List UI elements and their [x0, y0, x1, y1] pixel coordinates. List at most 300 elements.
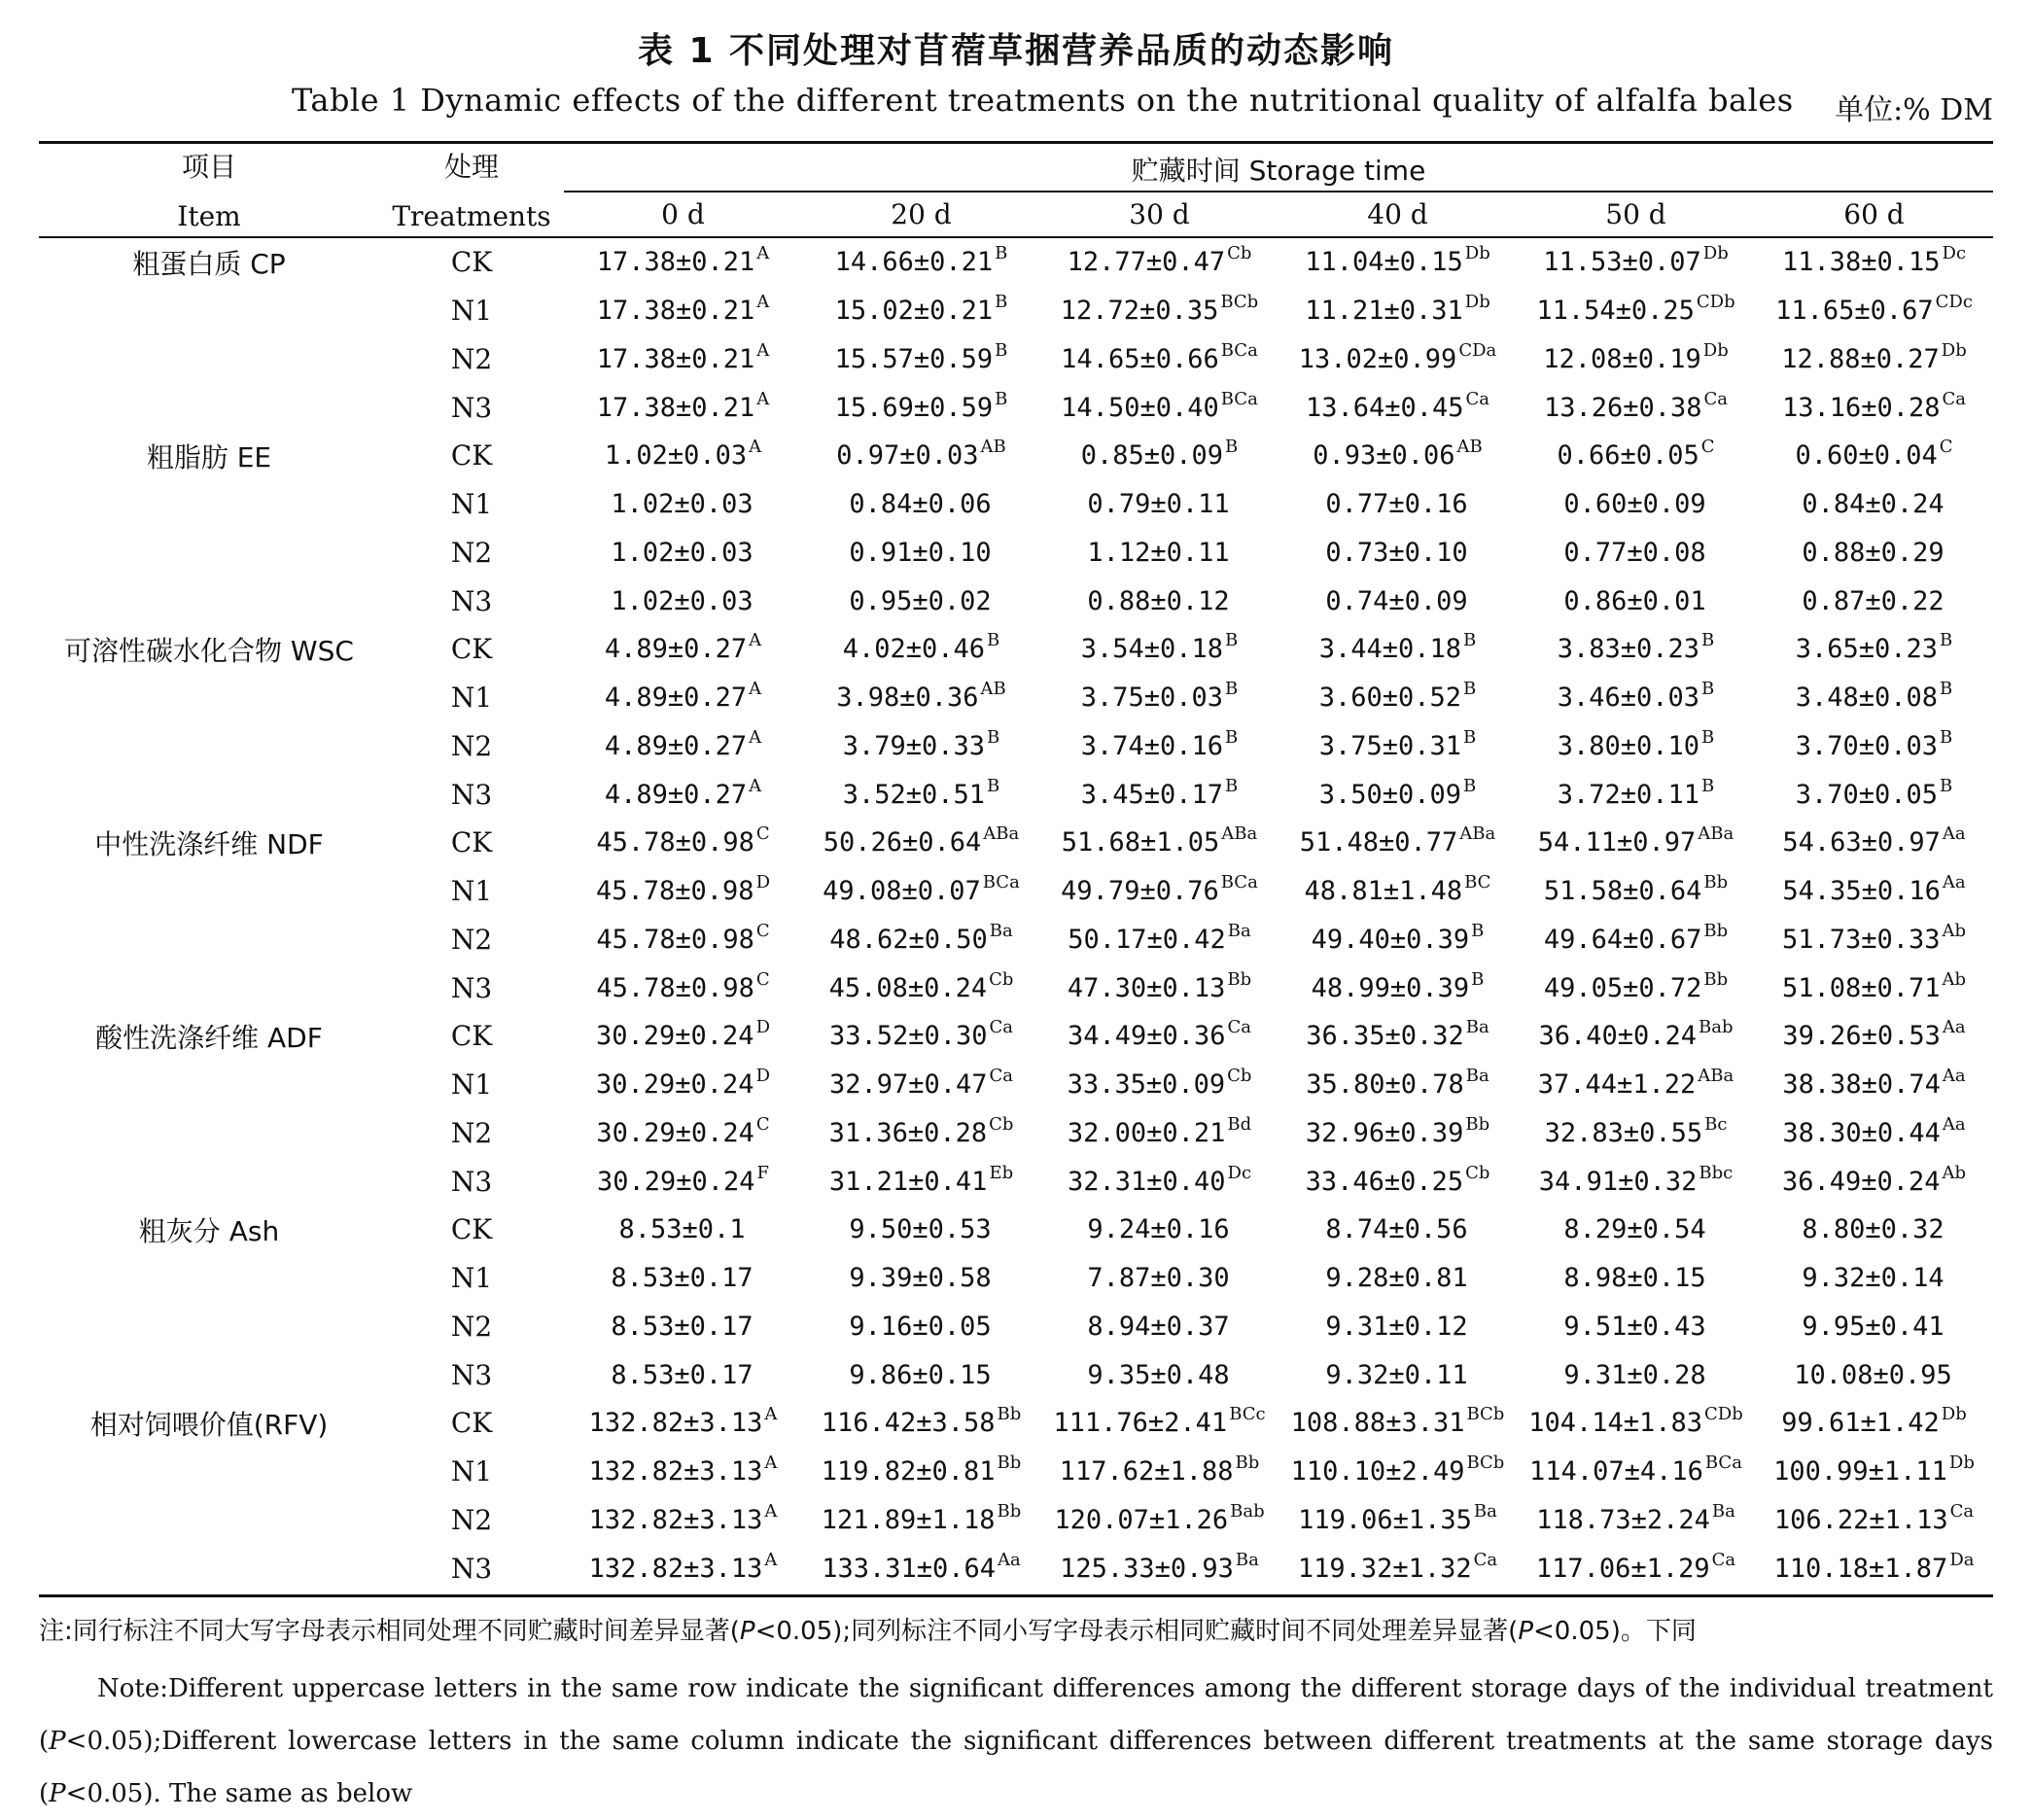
- table-row: [39, 674, 1993, 722]
- significance-letters: Ba: [1465, 1066, 1489, 1087]
- value-cell: [1040, 867, 1279, 916]
- mean-sd-value: 50.17±0.42: [1068, 924, 1226, 955]
- mean-sd-value: 3.98±0.36: [836, 682, 979, 714]
- item-label-empty: [39, 867, 379, 916]
- mean-sd-value: 0.77±0.08: [1563, 537, 1706, 568]
- item-label: 中性洗涤纤维 NDF: [94, 827, 324, 860]
- note-en-part-2: <0.05);Different lowercase letters in the same column indicate the significant differences between different treatments at the same storage days (: [39, 1727, 1993, 1808]
- mean-sd-value: 3.75±0.31: [1318, 730, 1462, 761]
- value-cell: [564, 287, 802, 335]
- significance-letters: A: [764, 1500, 778, 1522]
- mean-sd-value: 132.82±3.13: [588, 1553, 763, 1584]
- mean-sd-value: 0.86±0.01: [1563, 585, 1706, 616]
- mean-sd-value: 1.02±0.03: [611, 489, 753, 520]
- value-cell: [1517, 1544, 1755, 1592]
- mean-sd-value: 15.69±0.59: [834, 392, 994, 423]
- significance-letters: Ca: [989, 1017, 1014, 1038]
- value-cell: [1517, 480, 1755, 529]
- value-cell: [1040, 287, 1279, 335]
- mean-sd-value: 31.21±0.41: [828, 1166, 988, 1197]
- mean-sd-value: 51.48±0.77: [1299, 827, 1458, 858]
- significance-letters: ABa: [983, 823, 1020, 845]
- significance-letters: Bb: [1465, 1113, 1490, 1135]
- treatment-label: CK: [450, 1020, 493, 1053]
- value-cell: [1755, 577, 1993, 625]
- value-cell: [802, 1012, 1040, 1061]
- item-label: 粗蛋白质 CP: [132, 247, 286, 280]
- significance-letters: BCa: [1220, 872, 1258, 893]
- significance-letters: Bb: [1703, 968, 1729, 990]
- table-row: [39, 1206, 1993, 1254]
- mean-sd-value: 11.53±0.07: [1543, 247, 1701, 278]
- significance-letters: Bb: [1235, 1452, 1260, 1474]
- mean-sd-value: 116.42±3.58: [821, 1408, 996, 1439]
- value-cell: [1755, 1254, 1993, 1303]
- data-table: [39, 238, 1993, 1592]
- mean-sd-value: 0.60±0.04: [1795, 440, 1938, 472]
- mean-sd-value: 114.07±4.16: [1529, 1456, 1703, 1488]
- significance-letters: BCb: [1220, 292, 1259, 313]
- mean-sd-value: 49.64±0.67: [1543, 924, 1702, 955]
- treatment-label: N1: [450, 682, 493, 715]
- significance-letters: ABa: [1698, 1066, 1734, 1087]
- note-cn-part-1: 注:同行标注不同大写字母表示相同处理不同贮藏时间差异显著(: [39, 1617, 740, 1646]
- mean-sd-value: 0.93±0.06: [1313, 440, 1455, 472]
- significance-letters: Ba: [989, 920, 1013, 941]
- significance-letters: BCc: [1229, 1404, 1266, 1425]
- mean-sd-value: 1.02±0.03: [604, 440, 748, 472]
- value-cell: [1517, 674, 1755, 722]
- mean-sd-value: 36.40±0.24: [1538, 1021, 1698, 1052]
- value-cell: [802, 335, 1040, 384]
- mean-sd-value: 8.98±0.15: [1563, 1263, 1706, 1294]
- table-body: [39, 238, 1993, 1592]
- treatment-label: N2: [450, 923, 493, 956]
- value-cell: [564, 722, 802, 771]
- significance-letters: Ba: [1235, 1549, 1259, 1570]
- value-cell: [1755, 1544, 1993, 1592]
- value-cell: [1279, 1496, 1517, 1545]
- mean-sd-value: 9.28±0.81: [1325, 1263, 1468, 1294]
- mean-sd-value: 51.58±0.64: [1543, 876, 1702, 907]
- bottom-rule: [39, 1594, 1993, 1597]
- item-label-empty: [39, 674, 379, 722]
- significance-letters: CDb: [1696, 292, 1735, 313]
- mean-sd-value: 9.31±0.12: [1325, 1311, 1468, 1342]
- item-label-empty: [39, 529, 379, 578]
- mean-sd-value: 13.16±0.28: [1781, 392, 1941, 423]
- mean-sd-value: 0.79±0.11: [1087, 489, 1230, 520]
- value-cell: [1755, 674, 1993, 722]
- value-cell: [802, 1496, 1040, 1545]
- value-cell: [802, 1206, 1040, 1254]
- value-cell: [1755, 916, 1993, 964]
- table-row: [39, 1399, 1993, 1448]
- treatment-label: N3: [450, 584, 493, 617]
- note-cn-part-2: <0.05);同列标注不同小写字母表示相同贮藏时间不同处理差异显著(: [754, 1617, 1519, 1646]
- significance-letters: Ca: [1703, 388, 1729, 409]
- header-sub-rule: [564, 191, 1993, 192]
- treatment-label: N2: [450, 1310, 493, 1343]
- table-row: [39, 1061, 1993, 1109]
- note-cn: [39, 1605, 1993, 1658]
- mean-sd-value: 110.18±1.87: [1773, 1553, 1948, 1584]
- value-cell: [1517, 432, 1755, 480]
- value-cell: [1040, 432, 1279, 480]
- mean-sd-value: 54.35±0.16: [1782, 876, 1941, 907]
- significance-letters: Ab: [1942, 968, 1967, 990]
- significance-letters: Aa: [1942, 872, 1966, 893]
- mean-sd-value: 3.79±0.33: [842, 730, 986, 761]
- table-row: [39, 480, 1993, 529]
- value-cell: [1279, 1544, 1517, 1592]
- mean-sd-value: 13.64±0.45: [1305, 392, 1464, 423]
- mean-sd-value: 132.82±3.13: [588, 1504, 763, 1535]
- note-en-part-3: <0.05). The same as below: [65, 1779, 413, 1808]
- value-cell: [1040, 577, 1279, 625]
- value-cell: [802, 1448, 1040, 1496]
- significance-letters: Ca: [1473, 1549, 1498, 1570]
- mean-sd-value: 30.29±0.24: [596, 1166, 755, 1197]
- table-row: [39, 770, 1993, 819]
- table-row: [39, 867, 1993, 916]
- item-label-empty: [39, 1544, 379, 1592]
- mean-sd-value: 47.30±0.13: [1067, 972, 1226, 1003]
- value-cell: [1517, 916, 1755, 964]
- significance-letters: B: [995, 243, 1008, 264]
- value-cell: [1279, 867, 1517, 916]
- header-item-cn: 项目: [181, 151, 236, 183]
- mean-sd-value: 14.66±0.21: [834, 247, 994, 278]
- value-cell: [1040, 1012, 1279, 1061]
- value-cell: [1040, 674, 1279, 722]
- value-cell: [1040, 1206, 1279, 1254]
- mean-sd-value: 104.14±1.83: [1528, 1408, 1703, 1439]
- mean-sd-value: 11.04±0.15: [1305, 247, 1463, 278]
- mean-sd-value: 120.07±1.26: [1054, 1504, 1229, 1535]
- value-cell: [1040, 1350, 1279, 1399]
- significance-letters: C: [755, 968, 770, 990]
- value-cell: [1040, 625, 1279, 674]
- value-cell: [564, 1496, 802, 1545]
- significance-letters: Ca: [1465, 388, 1490, 409]
- table-row: [39, 1496, 1993, 1545]
- value-cell: [802, 674, 1040, 722]
- significance-letters: Aa: [1942, 1113, 1966, 1135]
- treatment-label: N3: [450, 1165, 493, 1198]
- significance-letters: B: [1701, 726, 1715, 748]
- significance-letters: B: [1471, 920, 1485, 941]
- significance-letters: Aa: [998, 1549, 1021, 1570]
- header-day-60: 60 d: [1843, 198, 1905, 230]
- value-cell: [1279, 432, 1517, 480]
- significance-letters: Bb: [997, 1404, 1022, 1425]
- note-en-p-symbol-1: P: [49, 1727, 66, 1756]
- value-cell: [1755, 529, 1993, 578]
- value-cell: [1755, 1061, 1993, 1109]
- mean-sd-value: 32.31±0.40: [1067, 1166, 1226, 1197]
- mean-sd-value: 0.88±0.12: [1087, 585, 1230, 616]
- significance-letters: B: [1463, 679, 1477, 700]
- item-label-empty: [39, 1109, 379, 1158]
- mean-sd-value: 9.50±0.53: [849, 1214, 992, 1245]
- top-rule: [39, 141, 1993, 144]
- mean-sd-value: 48.62±0.50: [829, 924, 988, 955]
- significance-letters: A: [749, 630, 762, 651]
- value-cell: [564, 335, 802, 384]
- value-cell: [1517, 963, 1755, 1012]
- item-label: 可溶性碳水化合物 WSC: [64, 634, 354, 667]
- value-cell: [564, 1399, 802, 1448]
- mean-sd-value: 108.88±3.31: [1290, 1408, 1465, 1439]
- value-cell: [1040, 1254, 1279, 1303]
- value-cell: [1755, 963, 1993, 1012]
- significance-letters: Ab: [1942, 1162, 1967, 1183]
- note-cn-p-symbol-2: P: [1518, 1617, 1534, 1646]
- item-label-empty: [39, 916, 379, 964]
- significance-letters: B: [1225, 726, 1239, 748]
- header-day-40: 40 d: [1367, 198, 1428, 230]
- item-label-empty: [39, 1157, 379, 1206]
- value-cell: [1755, 722, 1993, 771]
- significance-letters: A: [764, 1452, 778, 1474]
- mean-sd-value: 3.45±0.17: [1080, 779, 1224, 810]
- value-cell: [564, 1448, 802, 1496]
- significance-letters: B: [1463, 630, 1477, 651]
- value-cell: [802, 383, 1040, 432]
- value-cell: [802, 963, 1040, 1012]
- significance-letters: B: [1701, 775, 1715, 796]
- mean-sd-value: 3.54±0.18: [1080, 634, 1224, 665]
- mean-sd-value: 10.08±0.95: [1794, 1359, 1952, 1390]
- value-cell: [1279, 1061, 1517, 1109]
- significance-letters: Ab: [1942, 920, 1967, 941]
- significance-letters: D: [755, 1017, 770, 1038]
- mean-sd-value: 3.50±0.09: [1318, 779, 1462, 810]
- header-storage-time: 贮藏时间 Storage time: [1131, 155, 1426, 187]
- table-row: [39, 577, 1993, 625]
- treatment-label: N1: [450, 1455, 493, 1488]
- significance-letters: Bab: [1230, 1500, 1265, 1522]
- table-row: [39, 1012, 1993, 1061]
- value-cell: [1755, 238, 1993, 287]
- treatment-label: CK: [450, 826, 493, 859]
- treatment-label: N3: [450, 971, 493, 1004]
- mean-sd-value: 3.72±0.11: [1557, 779, 1700, 810]
- mean-sd-value: 9.32±0.14: [1802, 1263, 1944, 1294]
- mean-sd-value: 8.80±0.32: [1802, 1214, 1944, 1245]
- significance-letters: Bb: [1703, 872, 1729, 893]
- value-cell: [1040, 383, 1279, 432]
- value-cell: [564, 480, 802, 529]
- mean-sd-value: 36.35±0.32: [1306, 1021, 1464, 1052]
- value-cell: [1279, 1350, 1517, 1399]
- significance-letters: B: [1940, 679, 1953, 700]
- table-row: [39, 383, 1993, 432]
- significance-letters: D: [755, 1066, 770, 1087]
- value-cell: [1279, 1254, 1517, 1303]
- significance-letters: B: [1701, 630, 1715, 651]
- value-cell: [1279, 1448, 1517, 1496]
- value-cell: [802, 625, 1040, 674]
- mean-sd-value: 51.73±0.33: [1781, 924, 1941, 955]
- value-cell: [1755, 819, 1993, 867]
- mean-sd-value: 0.74±0.09: [1325, 585, 1468, 616]
- mean-sd-value: 125.33±0.93: [1060, 1553, 1234, 1584]
- value-cell: [1279, 577, 1517, 625]
- mean-sd-value: 30.29±0.24: [596, 1069, 754, 1101]
- mean-sd-value: 3.48±0.08: [1795, 682, 1939, 714]
- mean-sd-value: 38.30±0.44: [1782, 1117, 1941, 1148]
- value-cell: [802, 577, 1040, 625]
- mean-sd-value: 4.89±0.27: [604, 779, 748, 810]
- mean-sd-value: 0.66±0.05: [1557, 440, 1699, 472]
- value-cell: [802, 238, 1040, 287]
- mean-sd-value: 14.65±0.66: [1061, 343, 1219, 374]
- significance-letters: Db: [1948, 1452, 1975, 1474]
- mean-sd-value: 132.82±3.13: [588, 1408, 763, 1439]
- significance-letters: A: [764, 1404, 778, 1425]
- note-en: [39, 1662, 1993, 1820]
- mean-sd-value: 9.95±0.41: [1802, 1311, 1944, 1342]
- significance-letters: Cb: [989, 968, 1014, 990]
- value-cell: [1279, 238, 1517, 287]
- mean-sd-value: 50.26±0.64: [823, 827, 982, 858]
- significance-letters: BCb: [1466, 1452, 1505, 1474]
- value-cell: [1279, 1206, 1517, 1254]
- value-cell: [564, 529, 802, 578]
- treatment-label: N2: [450, 729, 493, 762]
- unit-label: 单位:% DM: [1835, 93, 1993, 127]
- value-cell: [1517, 1399, 1755, 1448]
- table-title-en: Table 1 Dynamic effects of the different treatments on the nutritional quality of alfalfa bales: [292, 82, 1794, 119]
- mean-sd-value: 4.02±0.46: [842, 634, 986, 665]
- value-cell: [564, 1012, 802, 1061]
- mean-sd-value: 3.60±0.52: [1318, 682, 1462, 714]
- mean-sd-value: 13.26±0.38: [1543, 392, 1702, 423]
- significance-letters: Ba: [1711, 1500, 1735, 1522]
- mean-sd-value: 9.16±0.05: [849, 1311, 992, 1342]
- significance-letters: BCa: [1220, 339, 1258, 361]
- mean-sd-value: 3.83±0.23: [1557, 634, 1700, 665]
- value-cell: [1040, 480, 1279, 529]
- significance-letters: Aa: [1942, 1017, 1966, 1038]
- value-cell: [802, 1157, 1040, 1206]
- table-row: [39, 963, 1993, 1012]
- value-cell: [1279, 1157, 1517, 1206]
- significance-letters: B: [1940, 726, 1953, 748]
- value-cell: [1517, 625, 1755, 674]
- header-day-30: 30 d: [1129, 198, 1190, 230]
- mean-sd-value: 17.38±0.21: [596, 296, 755, 327]
- treatment-label: N2: [450, 342, 493, 375]
- note-cn-p-symbol-1: P: [739, 1617, 755, 1646]
- value-cell: [802, 916, 1040, 964]
- value-cell: [802, 1061, 1040, 1109]
- mean-sd-value: 45.78±0.98: [596, 972, 754, 1003]
- significance-letters: BCb: [1466, 1404, 1505, 1425]
- significance-letters: Bd: [1227, 1113, 1252, 1135]
- value-cell: [564, 1254, 802, 1303]
- value-cell: [1040, 916, 1279, 964]
- item-label-empty: [39, 287, 379, 335]
- mean-sd-value: 36.49±0.24: [1781, 1166, 1941, 1197]
- value-cell: [802, 529, 1040, 578]
- significance-letters: Ca: [1949, 1500, 1975, 1522]
- mean-sd-value: 17.38±0.21: [596, 392, 755, 423]
- significance-letters: Ba: [1473, 1500, 1497, 1522]
- table-row: [39, 432, 1993, 480]
- mean-sd-value: 51.68±1.05: [1061, 827, 1220, 858]
- mean-sd-value: 9.31±0.28: [1563, 1359, 1706, 1390]
- table-row: [39, 529, 1993, 578]
- mean-sd-value: 32.00±0.21: [1067, 1117, 1226, 1148]
- mean-sd-value: 11.21±0.31: [1305, 296, 1463, 327]
- mean-sd-value: 33.52±0.30: [828, 1021, 988, 1052]
- significance-letters: CDb: [1704, 1404, 1743, 1425]
- item-label-empty: [39, 770, 379, 819]
- significance-letters: Db: [1941, 339, 1967, 361]
- treatment-label: N2: [450, 1116, 493, 1149]
- significance-letters: Bb: [997, 1500, 1022, 1522]
- significance-letters: B: [1225, 775, 1239, 796]
- significance-letters: A: [764, 1549, 778, 1570]
- item-label-empty: [39, 335, 379, 384]
- treatment-label: N1: [450, 1262, 493, 1295]
- value-cell: [1517, 238, 1755, 287]
- mean-sd-value: 119.82±0.81: [821, 1456, 996, 1488]
- mean-sd-value: 35.80±0.78: [1306, 1069, 1464, 1101]
- significance-letters: ABa: [1221, 823, 1258, 845]
- mean-sd-value: 8.53±0.1: [618, 1214, 746, 1245]
- significance-letters: Ca: [1227, 1017, 1252, 1038]
- significance-letters: BCa: [982, 872, 1020, 893]
- value-cell: [802, 1109, 1040, 1158]
- value-cell: [802, 1399, 1040, 1448]
- mean-sd-value: 30.29±0.24: [596, 1021, 754, 1052]
- mean-sd-value: 32.96±0.39: [1305, 1117, 1464, 1148]
- significance-letters: CDc: [1935, 292, 1973, 313]
- mean-sd-value: 12.88±0.27: [1781, 343, 1940, 374]
- significance-letters: A: [749, 679, 762, 700]
- significance-letters: Db: [1464, 243, 1490, 264]
- mean-sd-value: 119.32±1.32: [1297, 1553, 1472, 1584]
- significance-letters: B: [1471, 968, 1485, 990]
- mean-sd-value: 9.32±0.11: [1325, 1359, 1468, 1390]
- header-day-20: 20 d: [891, 198, 952, 230]
- value-cell: [564, 1206, 802, 1254]
- table-title-cn: 表 1 不同处理对苜蓿草捆营养品质的动态影响: [637, 31, 1395, 71]
- significance-letters: Eb: [989, 1162, 1014, 1183]
- item-label-empty: [39, 480, 379, 529]
- value-cell: [1517, 529, 1755, 578]
- significance-letters: A: [756, 388, 770, 409]
- mean-sd-value: 3.70±0.05: [1795, 779, 1939, 810]
- value-cell: [1517, 1350, 1755, 1399]
- significance-letters: CDa: [1458, 339, 1497, 361]
- item-label: 粗灰分 Ash: [138, 1214, 280, 1247]
- significance-letters: Aa: [1942, 1066, 1966, 1087]
- mean-sd-value: 3.74±0.16: [1080, 730, 1224, 761]
- value-cell: [1755, 383, 1993, 432]
- mean-sd-value: 0.60±0.09: [1563, 489, 1706, 520]
- table-row: [39, 819, 1993, 867]
- significance-letters: Dc: [1227, 1162, 1252, 1183]
- significance-letters: A: [749, 775, 762, 796]
- significance-letters: ABa: [1459, 823, 1496, 845]
- significance-letters: D: [755, 872, 770, 893]
- mean-sd-value: 119.06±1.35: [1298, 1504, 1472, 1535]
